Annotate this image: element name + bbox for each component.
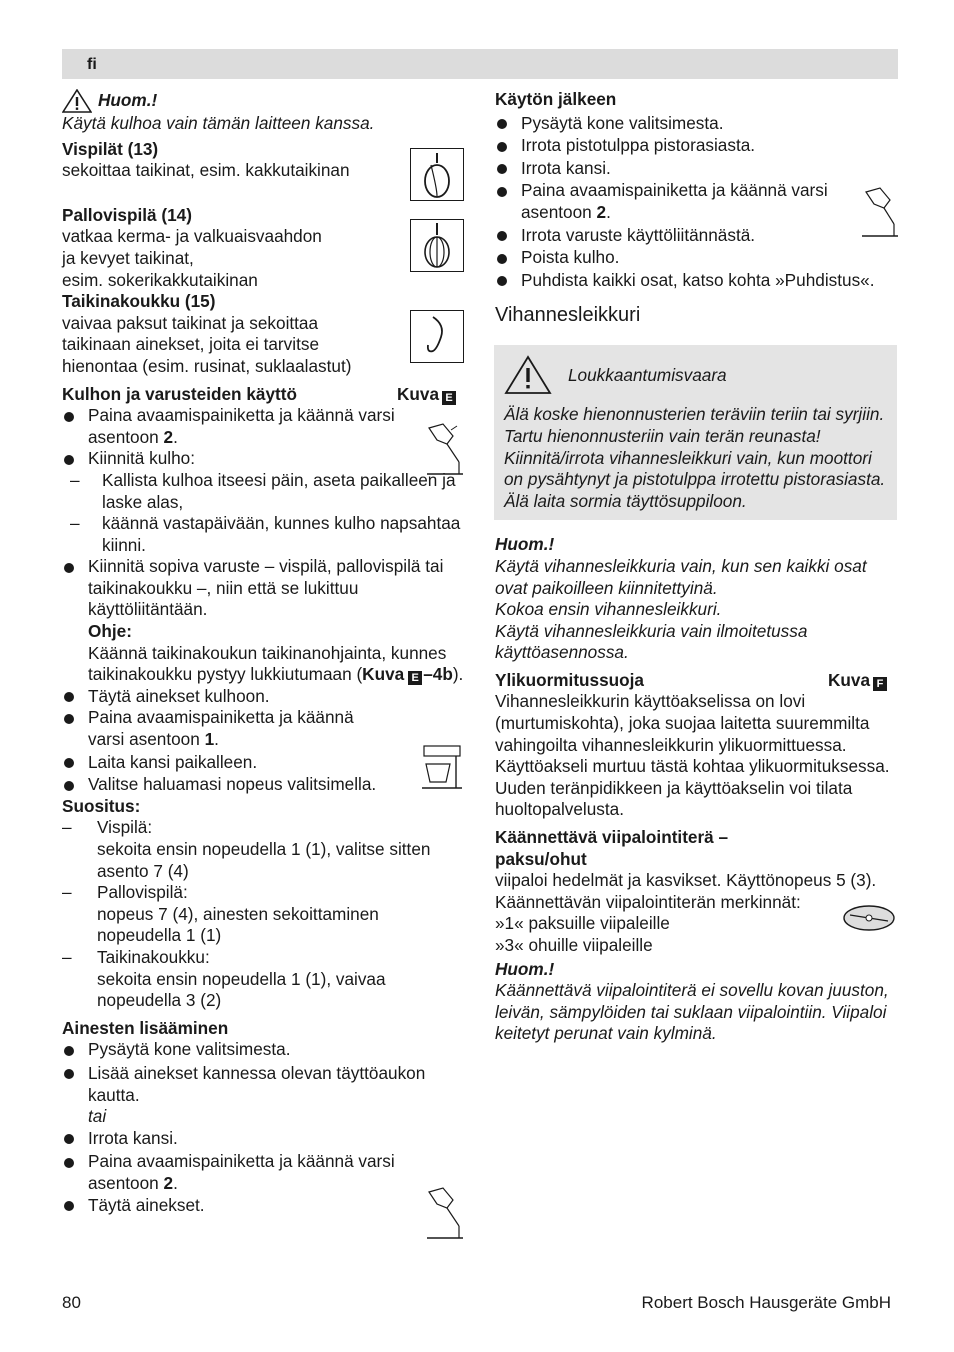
- mixer-arm-up-icon: [860, 186, 900, 240]
- tool-whisk-block: [62, 139, 464, 182]
- after-steps: [495, 113, 900, 292]
- note-title: Huom.!: [98, 90, 158, 111]
- or-text: tai: [88, 1106, 107, 1127]
- list-item: Laita kansi paikalleen.: [62, 752, 464, 774]
- warning-heading: [504, 355, 887, 395]
- bowl-heading: Kulhon ja varusteiden käyttö: [62, 383, 297, 404]
- list-item: [62, 947, 464, 1012]
- list-item: [62, 1151, 464, 1194]
- list-item: [62, 1063, 464, 1128]
- ohje-text: [88, 643, 464, 686]
- list-item: [62, 448, 464, 556]
- list-item: [62, 707, 464, 750]
- language-bar: [62, 49, 898, 79]
- warning-icon: [62, 89, 92, 113]
- suositus-text: nopeus 7 (4), ainesten sekoittaminen nopeudella 1 (1): [97, 903, 379, 946]
- step-number: 2: [596, 201, 607, 222]
- list-item: Valitse haluamasi nopeus valitsimella.: [62, 774, 464, 796]
- tool-balloon-block: [62, 205, 464, 291]
- tool-title: Vispilät (13): [62, 138, 159, 159]
- list-item: [62, 882, 464, 947]
- figure-ref-label: Kuva: [827, 669, 870, 690]
- note-text: Käännettävä viipalointiterä ei sovellu kovan juuston, leivän, sämpylöiden tai suklaan viipalointiin. Viipaloi keitetyt perunat vain kylminä.: [495, 980, 889, 1044]
- overload-heading-row: [495, 670, 887, 692]
- whisk-icon: [410, 148, 464, 201]
- disc-text: »3« ohuille viipaleille: [495, 935, 653, 955]
- list-item: Pysäytä kone valitsimesta.: [495, 113, 900, 135]
- suositus-name: – Taikinakoukku:: [97, 946, 210, 967]
- warning-text: Kiinnitä/irrota vihannesleikkuri vain, kun moottori on pysähtynyt ja pistotulppa irrotettu pistorasiasta.: [504, 447, 886, 490]
- list-item: Täytä ainekset.: [62, 1195, 464, 1217]
- tool-title: Pallovispilä (14): [62, 204, 192, 225]
- step-text: Lisää ainekset kannessa olevan täyttöaukon kautta.: [88, 1062, 426, 1105]
- overload-text: Vihannesleikkurin käyttöakselissa on lovi (murtumiskohta), joka suojaa laitetta suuremmilta vahingoilta vihannesleikkurin ylikuormittuessa. Käyttöakseli murtuu tästä kohtaa ylikuormituksessa.: [495, 691, 890, 777]
- disc-text: »1« paksuille viipaleille: [495, 913, 670, 934]
- list-item: [495, 180, 900, 223]
- list-item: Pysäytä kone valitsimesta.: [62, 1039, 464, 1061]
- add-heading: Ainesten lisääminen: [62, 1017, 229, 1038]
- note-title: Huom.!: [495, 534, 555, 555]
- step-punct: .: [173, 1172, 178, 1193]
- note-text: Käytä vihannesleikkuria vain ilmoitetussa käyttöasennossa.: [495, 620, 808, 663]
- tool-desc: vaivaa paksut taikinat ja sekoittaa: [62, 312, 319, 333]
- list-item: Puhdista kaikki osat, katso kohta »Puhdistus«.: [495, 270, 900, 292]
- warning-text: Älä laita sormia täyttösuppiloon.: [504, 490, 747, 511]
- disc-heading: Käännettävä viipalointiterä – paksu/ohut: [495, 827, 729, 869]
- list-item: Poista kulho.: [495, 247, 900, 269]
- disc-text: viipaloi hedelmät ja kasvikset. Käyttönopeus 5 (3).: [495, 870, 877, 891]
- figure-ref-label: Kuva: [396, 383, 439, 404]
- figure-ref: [828, 670, 887, 692]
- step-text: Paina avaamispainiketta ja käännä varsi asentoon: [521, 180, 828, 222]
- slicing-disc-icon: [842, 903, 896, 933]
- company-name: Robert Bosch Hausgeräte GmbH: [641, 1293, 891, 1312]
- after-heading: Käytön jälkeen: [495, 89, 617, 109]
- note-text: Käytä kulhoa vain tämän laitteen kanssa.: [62, 113, 375, 133]
- step-text: Kiinnitä sopiva varuste – vispilä, pallovispilä tai taikinakoukku –, niin että se lukittuu käyttöliitäntään.: [88, 556, 444, 620]
- ohje-title: Ohje:: [88, 621, 132, 642]
- note-title: Huom.!: [495, 958, 555, 979]
- tool-desc: ja kevyet taikinat,: [62, 247, 194, 268]
- step-number: 2: [163, 1172, 174, 1193]
- suositus-list: [62, 817, 464, 1011]
- list-item: [62, 405, 464, 448]
- bowl-heading-row: [62, 384, 464, 406]
- overload-heading: Ylikuormitussuoja: [495, 669, 644, 690]
- overload-text: Uuden teränpidikkeen ja käyttöakselin voi tilata huoltopalvelusta.: [495, 777, 853, 820]
- figure-letter: F: [873, 677, 887, 691]
- step-number: 2: [163, 426, 174, 447]
- step-text: Kiinnitä kulho:: [88, 448, 196, 469]
- warning-text: Älä koske hienonnusterien teräviin teriin tai syrjiin. Tartu hienonnusteriin vain terän reunasta!: [504, 404, 885, 446]
- bowl-steps: [62, 405, 464, 796]
- ohje-end: ).: [452, 664, 464, 685]
- substep: – käännä vastapäivään, kunnes kulho napsahtaa kiinni.: [62, 513, 464, 556]
- warning-icon: [504, 355, 552, 395]
- suositus-name: – Pallovispilä:: [97, 882, 188, 903]
- list-item: [62, 817, 464, 882]
- step-number: 1: [204, 729, 215, 750]
- step-punct: .: [606, 201, 611, 222]
- step-text: Paina avaamispainiketta ja käännä varsi asentoon: [88, 707, 354, 750]
- balloon-whisk-icon: [410, 219, 464, 272]
- step-text: Paina avaamispainiketta ja käännä varsi asentoon: [88, 1151, 395, 1193]
- figure-ref: [397, 384, 456, 406]
- tool-title: Taikinakoukku (15): [62, 291, 216, 312]
- warning-box: [494, 345, 897, 520]
- dough-hook-icon: [410, 310, 464, 363]
- list-item: Irrota kansi.: [62, 1128, 464, 1150]
- suositus-text: sekoita ensin nopeudella 1 (1), valitse sitten asento 7 (4): [97, 839, 431, 881]
- ohje-ref-tail: –4b: [423, 664, 453, 685]
- suositus-text: sekoita ensin nopeudella 1 (1), vaivaa nopeudella 3 (2): [97, 968, 386, 1011]
- slicer-heading: Vihannesleikkuri: [495, 304, 641, 327]
- list-item: Irrota kansi.: [495, 158, 900, 180]
- tool-desc: taikinaan ainekset, joita ei tarvitse: [62, 334, 319, 355]
- mixer-arm-up-icon: [423, 422, 465, 478]
- substep-list: [62, 470, 464, 556]
- note-text: Käytä vihannesleikkuria vain, kun sen kaikki osat ovat paikoilleen kiinnitettyinä.: [495, 555, 867, 598]
- language-code: fi: [87, 56, 97, 73]
- page-number: 80: [62, 1293, 81, 1312]
- note-heading: [62, 89, 464, 113]
- tool-desc: hienontaa (esim. rusinat, suklaalastut): [62, 355, 352, 376]
- mixer-arm-down-icon: [420, 742, 464, 792]
- warning-title: Loukkaantumisvaara: [568, 364, 727, 385]
- step-punct: .: [214, 729, 219, 750]
- ohje-ref: Kuva: [362, 664, 405, 685]
- step-text: Paina avaamispainiketta ja käännä varsi asentoon: [88, 405, 395, 447]
- list-item: [62, 556, 464, 686]
- add-steps: [62, 1039, 464, 1216]
- mixer-arm-up-icon: [423, 1186, 465, 1242]
- suositus-name: – Vispilä:: [97, 817, 153, 838]
- list-item: Irrota pistotulppa pistorasiasta.: [495, 135, 900, 157]
- suositus-title: Suositus:: [62, 795, 141, 816]
- disc-text: Käännettävän viipalointiterän merkinnät:: [495, 891, 801, 912]
- tool-desc: sekoittaa taikinat, esim. kakkutaikinan: [62, 160, 350, 181]
- tool-hook-block: [62, 291, 464, 377]
- tool-desc: vatkaa kerma- ja valkuaisvaahdon: [62, 226, 322, 247]
- figure-letter: E: [408, 671, 422, 685]
- step-punct: .: [173, 426, 178, 447]
- right-column: [495, 89, 900, 1045]
- substep: – Kallista kulhoa itseesi päin, aseta paikalleen ja laske alas,: [62, 470, 464, 513]
- note-text: Kokoa ensin vihannesleikkuri.: [495, 599, 722, 620]
- tool-desc: esim. sokerikakkutaikinan: [62, 269, 258, 290]
- list-item: Irrota varuste käyttöliitännästä.: [495, 225, 900, 247]
- list-item: Täytä ainekset kulhoon.: [62, 686, 464, 708]
- ohje-body: Käännä taikinakoukun taikinanohjainta, kunnes taikinakoukku pystyy lukkiutumaan (: [88, 642, 447, 685]
- figure-letter: E: [442, 391, 456, 405]
- left-column: [62, 89, 464, 1216]
